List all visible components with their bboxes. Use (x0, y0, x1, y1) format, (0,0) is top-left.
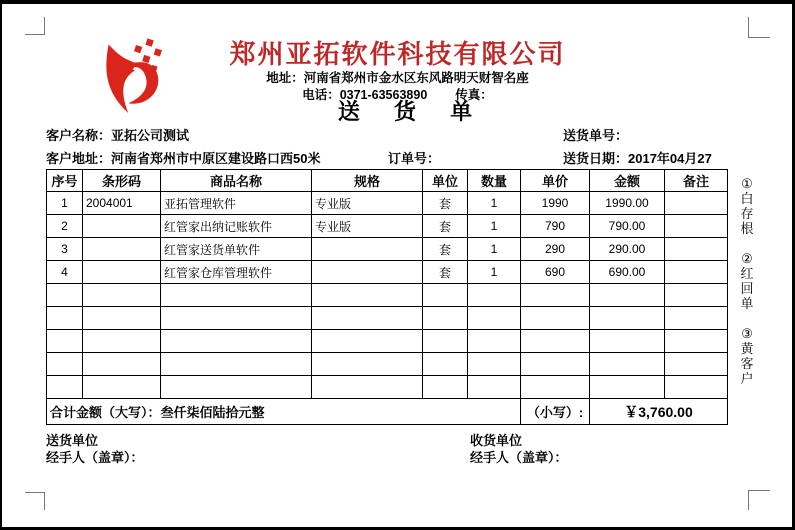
customer-address-value: 河南省郑州市中原区建设路口西50米 (111, 151, 321, 166)
empty-table-cell (161, 330, 312, 353)
table-cell (665, 192, 728, 215)
table-row (47, 215, 728, 238)
empty-table-cell (47, 307, 83, 330)
print-margin-mark-top-right (748, 17, 770, 38)
empty-table-cell (161, 284, 312, 307)
table-cell: 790.00 (590, 215, 665, 238)
empty-table-cell (590, 330, 665, 353)
empty-table-row (47, 330, 728, 353)
empty-table-cell (161, 353, 312, 376)
col-header-unit: 单位 (423, 170, 468, 192)
col-header-price: 单价 (521, 170, 590, 192)
fax-label: 传真： (455, 88, 493, 102)
print-margin-mark-top-left (25, 17, 45, 35)
table-row (47, 238, 728, 261)
table-row (47, 192, 728, 215)
table-cell: 1990.00 (590, 192, 665, 215)
table-cell: 1990 (521, 192, 590, 215)
empty-table-cell (47, 353, 83, 376)
empty-table-cell (590, 353, 665, 376)
col-header-product: 商品名称 (161, 170, 312, 192)
table-row (47, 261, 728, 284)
empty-table-cell (423, 284, 468, 307)
table-cell: 红管家送货单软件 (161, 238, 312, 261)
table-cell: 1 (47, 192, 83, 215)
empty-table-cell (665, 284, 728, 307)
customer-name-value: 亚拓公司测试 (111, 128, 190, 143)
empty-table-cell (590, 284, 665, 307)
sender-unit-label: 送货单位 (46, 433, 99, 448)
empty-table-cell (312, 376, 423, 399)
table-cell: 套 (423, 261, 468, 284)
customer-address-line (46, 148, 320, 167)
receiver-unit-label: 收货单位 (470, 433, 523, 448)
empty-table-row (47, 307, 728, 330)
empty-table-cell (47, 284, 83, 307)
empty-table-cell (468, 284, 521, 307)
side-notes (736, 176, 758, 386)
empty-table-cell (83, 307, 161, 330)
table-cell (83, 238, 161, 261)
empty-table-row (47, 284, 728, 307)
table-cell: 290 (521, 238, 590, 261)
empty-table-cell (665, 353, 728, 376)
total-amount: ￥3,760.00 (590, 399, 728, 425)
empty-table-cell (312, 330, 423, 353)
empty-table-cell (468, 353, 521, 376)
print-margin-mark-bottom-right (748, 490, 770, 510)
table-cell: 红管家出纳记账软件 (161, 215, 312, 238)
table-cell (665, 238, 728, 261)
empty-table-cell (47, 330, 83, 353)
table-cell: 套 (423, 192, 468, 215)
delivery-date-value: 2017年04月27 (628, 151, 712, 166)
table-cell: 套 (423, 238, 468, 261)
empty-table-cell (161, 307, 312, 330)
table-cell: 1 (468, 192, 521, 215)
sender-block (46, 432, 144, 466)
table-body (47, 192, 728, 399)
table-cell: 690.00 (590, 261, 665, 284)
order-no-label: 订单号： (388, 151, 441, 166)
empty-table-row (47, 376, 728, 399)
col-header-spec: 规格 (312, 170, 423, 192)
empty-table-cell (83, 353, 161, 376)
table-cell (83, 215, 161, 238)
delivery-no-label: 送货单号： (563, 128, 629, 143)
empty-table-cell (665, 376, 728, 399)
col-header-seq: 序号 (47, 170, 83, 192)
table-cell: 790 (521, 215, 590, 238)
table-cell: 690 (521, 261, 590, 284)
document-title: 送 货 单 (337, 99, 487, 124)
col-header-remark: 备注 (665, 170, 728, 192)
side-note: ② 红 回 单 (740, 251, 754, 311)
empty-table-cell (665, 330, 728, 353)
empty-table-cell (423, 307, 468, 330)
delivery-date-line (563, 148, 712, 167)
empty-table-cell (468, 376, 521, 399)
delivery-date-label: 送货日期： (563, 151, 629, 166)
phone-text: 电话：0371-63563890 (302, 88, 428, 102)
col-header-qty: 数量 (468, 170, 521, 192)
col-header-barcode: 条形码 (83, 170, 161, 192)
table-cell: 2004001 (83, 192, 161, 215)
customer-name-label: 客户名称： (46, 128, 112, 143)
empty-table-cell (521, 376, 590, 399)
total-small-label: （小写）: (521, 399, 590, 425)
table-cell: 专业版 (312, 192, 423, 215)
empty-table-cell (468, 307, 521, 330)
side-note: ① 白 存 根 (740, 176, 754, 236)
empty-table-cell (47, 376, 83, 399)
table-cell: 1 (468, 261, 521, 284)
table-cell: 亚拓管理软件 (161, 192, 312, 215)
empty-table-cell (312, 284, 423, 307)
table-cell: 2 (47, 215, 83, 238)
table-cell: 1 (468, 238, 521, 261)
table-cell: 红管家仓库管理软件 (161, 261, 312, 284)
company-name: 郑州亚拓软件科技有限公司 (229, 40, 566, 69)
table-cell (83, 261, 161, 284)
receiver-sign-label: 经手人（盖章）： (470, 450, 568, 465)
table-cell: 290.00 (590, 238, 665, 261)
sender-sign-label: 经手人（盖章）： (46, 450, 144, 465)
table-header-row (47, 170, 728, 192)
delivery-no-line (563, 125, 628, 144)
empty-table-cell (665, 307, 728, 330)
total-row (47, 399, 728, 425)
empty-table-cell (468, 330, 521, 353)
empty-table-cell (590, 376, 665, 399)
empty-table-row (47, 353, 728, 376)
table-cell: 1 (468, 215, 521, 238)
table-cell: 3 (47, 238, 83, 261)
order-no-line (388, 148, 440, 167)
items-table (46, 169, 728, 425)
empty-table-cell (161, 376, 312, 399)
print-margin-mark-bottom-left (25, 492, 45, 510)
receiver-block (470, 432, 568, 466)
table-cell: 4 (47, 261, 83, 284)
empty-table-cell (521, 307, 590, 330)
empty-table-cell (590, 307, 665, 330)
table-cell (312, 238, 423, 261)
table-cell (665, 215, 728, 238)
empty-table-cell (521, 353, 590, 376)
empty-table-cell (83, 330, 161, 353)
empty-table-cell (521, 284, 590, 307)
table-cell: 套 (423, 215, 468, 238)
total-label: 合计金额（大写）：叁仟柒佰陆拾元整 (47, 399, 521, 425)
table-cell (312, 261, 423, 284)
side-note: ③ 黄 客 户 (740, 326, 754, 386)
table-cell (665, 261, 728, 284)
customer-address-label: 客户地址： (46, 151, 112, 166)
table-cell: 专业版 (312, 215, 423, 238)
col-header-amount: 金额 (590, 170, 665, 192)
empty-table-cell (521, 330, 590, 353)
empty-table-cell (312, 353, 423, 376)
company-address-line: 地址：河南省郑州市金水区东风路明天财智名座 (266, 71, 529, 85)
empty-table-cell (312, 307, 423, 330)
empty-table-cell (423, 353, 468, 376)
empty-table-cell (83, 284, 161, 307)
customer-name-line (46, 125, 189, 144)
empty-table-cell (423, 330, 468, 353)
empty-table-cell (423, 376, 468, 399)
empty-table-cell (83, 376, 161, 399)
